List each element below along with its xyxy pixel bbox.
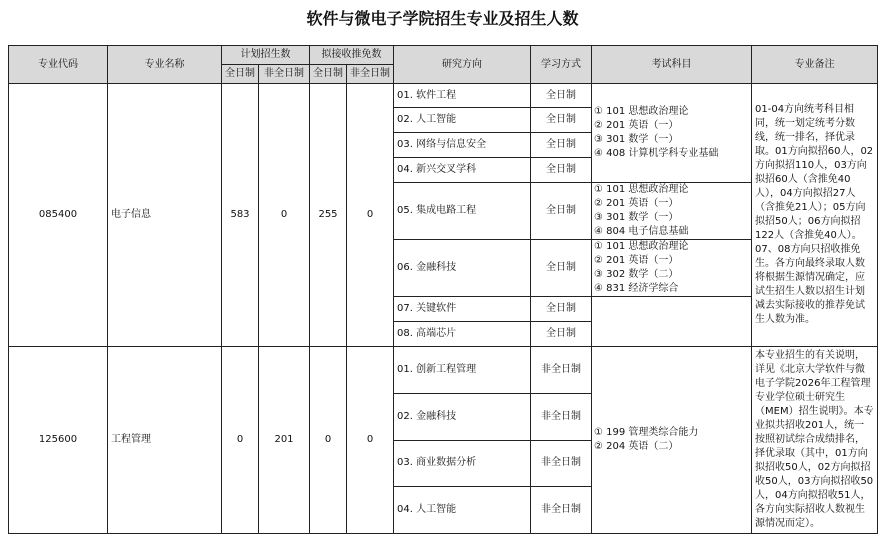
header-mode: 学习方式: [531, 46, 592, 84]
direction-cell: 07. 关键软件: [394, 297, 531, 322]
direction-cell: 03. 商业数据分析: [394, 440, 531, 487]
header-subjects: 考试科目: [592, 46, 752, 84]
header-rec-full: 全日制: [310, 65, 347, 84]
rec-part: 0: [347, 84, 394, 347]
mode-cell: 全日制: [531, 240, 592, 297]
mode-cell: 全日制: [531, 322, 592, 347]
subjects-cell: [592, 84, 752, 183]
mode-cell: 非全日制: [531, 487, 592, 534]
subject-line: ② 201 英语（一）: [594, 120, 679, 131]
header-plan-full: 全日制: [222, 65, 259, 84]
direction-cell: 04. 新兴交叉学科: [394, 158, 531, 183]
header-direction: 研究方向: [394, 46, 531, 84]
subject-line: ② 204 英语（二）: [594, 441, 679, 452]
plan-part: 201: [259, 347, 310, 534]
header-notes: 专业备注: [752, 46, 878, 84]
header-plan-part: 非全日制: [259, 65, 310, 84]
rec-full: 0: [310, 347, 347, 534]
subject-line: ③ 301 数学（一）: [594, 212, 679, 223]
mode-cell: 全日制: [531, 108, 592, 133]
header-rec-part: 非全日制: [347, 65, 394, 84]
subjects-cell: [592, 347, 752, 534]
admissions-table: [8, 45, 878, 534]
header-plan: 计划招生数: [222, 46, 310, 65]
header-recommend: 拟接收推免数: [310, 46, 394, 65]
subjects-cell-empty: [592, 297, 752, 347]
major-name: 工程管理: [108, 347, 222, 534]
major-name: 电子信息: [108, 84, 222, 347]
page-title: 软件与微电子学院招生专业及招生人数: [306, 9, 579, 28]
mode-cell: 全日制: [531, 158, 592, 183]
subject-line: ④ 408 计算机学科专业基础: [594, 148, 719, 159]
subject-line: ② 201 英语（一）: [594, 198, 679, 209]
direction-cell: 06. 金融科技: [394, 240, 531, 297]
subjects-cell: [592, 240, 752, 297]
header-code: 专业代码: [9, 46, 108, 84]
direction-cell: 02. 金融科技: [394, 393, 531, 440]
direction-cell: 02. 人工智能: [394, 108, 531, 133]
major-code: 085400: [9, 84, 108, 347]
direction-cell: 01. 创新工程管理: [394, 347, 531, 394]
subject-line: ③ 301 数学（一）: [594, 134, 679, 145]
subject-line: ② 201 英语（一）: [594, 255, 679, 266]
major-note: 本专业招生的有关说明，详见《北京大学软件与微电子学院2026年工程管理专业学位硕士研究生（MEM）招生说明》。本专业拟共招收201人，统一按照初试综合成绩排名，择优录取（其中，01方向拟招收50人，02方向拟招收50人，03方向拟招收50人，04方向拟招收51人，各方向实际招收人数视生源情况而定）。: [752, 347, 878, 534]
direction-cell: 01. 软件工程: [394, 84, 531, 108]
major-note: 01-04方向统考科目相同，统一划定统考分数线，统一排名，择优录取。01方向拟招60人，02方向拟招110人，03方向拟招60人（含推免40人），04方向拟招27人（含推免21人）；05方向拟招50人；06方向拟招122人（含推免40人）。07、08方向只招收推免生。各方向最终录取人数将根据生源情况确定，应试生招生人数以招生计划减去实际接收的推荐免试生人数为准。: [752, 84, 878, 347]
rec-part: 0: [347, 347, 394, 534]
direction-cell: 05. 集成电路工程: [394, 183, 531, 240]
header-name: 专业名称: [108, 46, 222, 84]
direction-cell: 04. 人工智能: [394, 487, 531, 534]
mode-cell: 非全日制: [531, 347, 592, 394]
subject-line: ④ 831 经济学综合: [594, 283, 679, 294]
mode-cell: 全日制: [531, 84, 592, 108]
mode-cell: 全日制: [531, 133, 592, 158]
subject-line: ① 101 思想政治理论: [594, 184, 689, 195]
plan-part: 0: [259, 84, 310, 347]
mode-cell: 全日制: [531, 297, 592, 322]
major-code: 125600: [9, 347, 108, 534]
subject-line: ③ 302 数学（二）: [594, 269, 679, 280]
mode-cell: 全日制: [531, 183, 592, 240]
plan-full: 0: [222, 347, 259, 534]
rec-full: 255: [310, 84, 347, 347]
mode-cell: 非全日制: [531, 440, 592, 487]
subject-line: ① 101 思想政治理论: [594, 106, 689, 117]
subjects-cell: [592, 183, 752, 240]
subject-line: ① 199 管理类综合能力: [594, 427, 699, 438]
mode-cell: 非全日制: [531, 393, 592, 440]
plan-full: 583: [222, 84, 259, 347]
direction-cell: 08. 高端芯片: [394, 322, 531, 347]
direction-cell: 03. 网络与信息安全: [394, 133, 531, 158]
subject-line: ① 101 思想政治理论: [594, 241, 689, 252]
subject-line: ④ 804 电子信息基础: [594, 226, 689, 237]
